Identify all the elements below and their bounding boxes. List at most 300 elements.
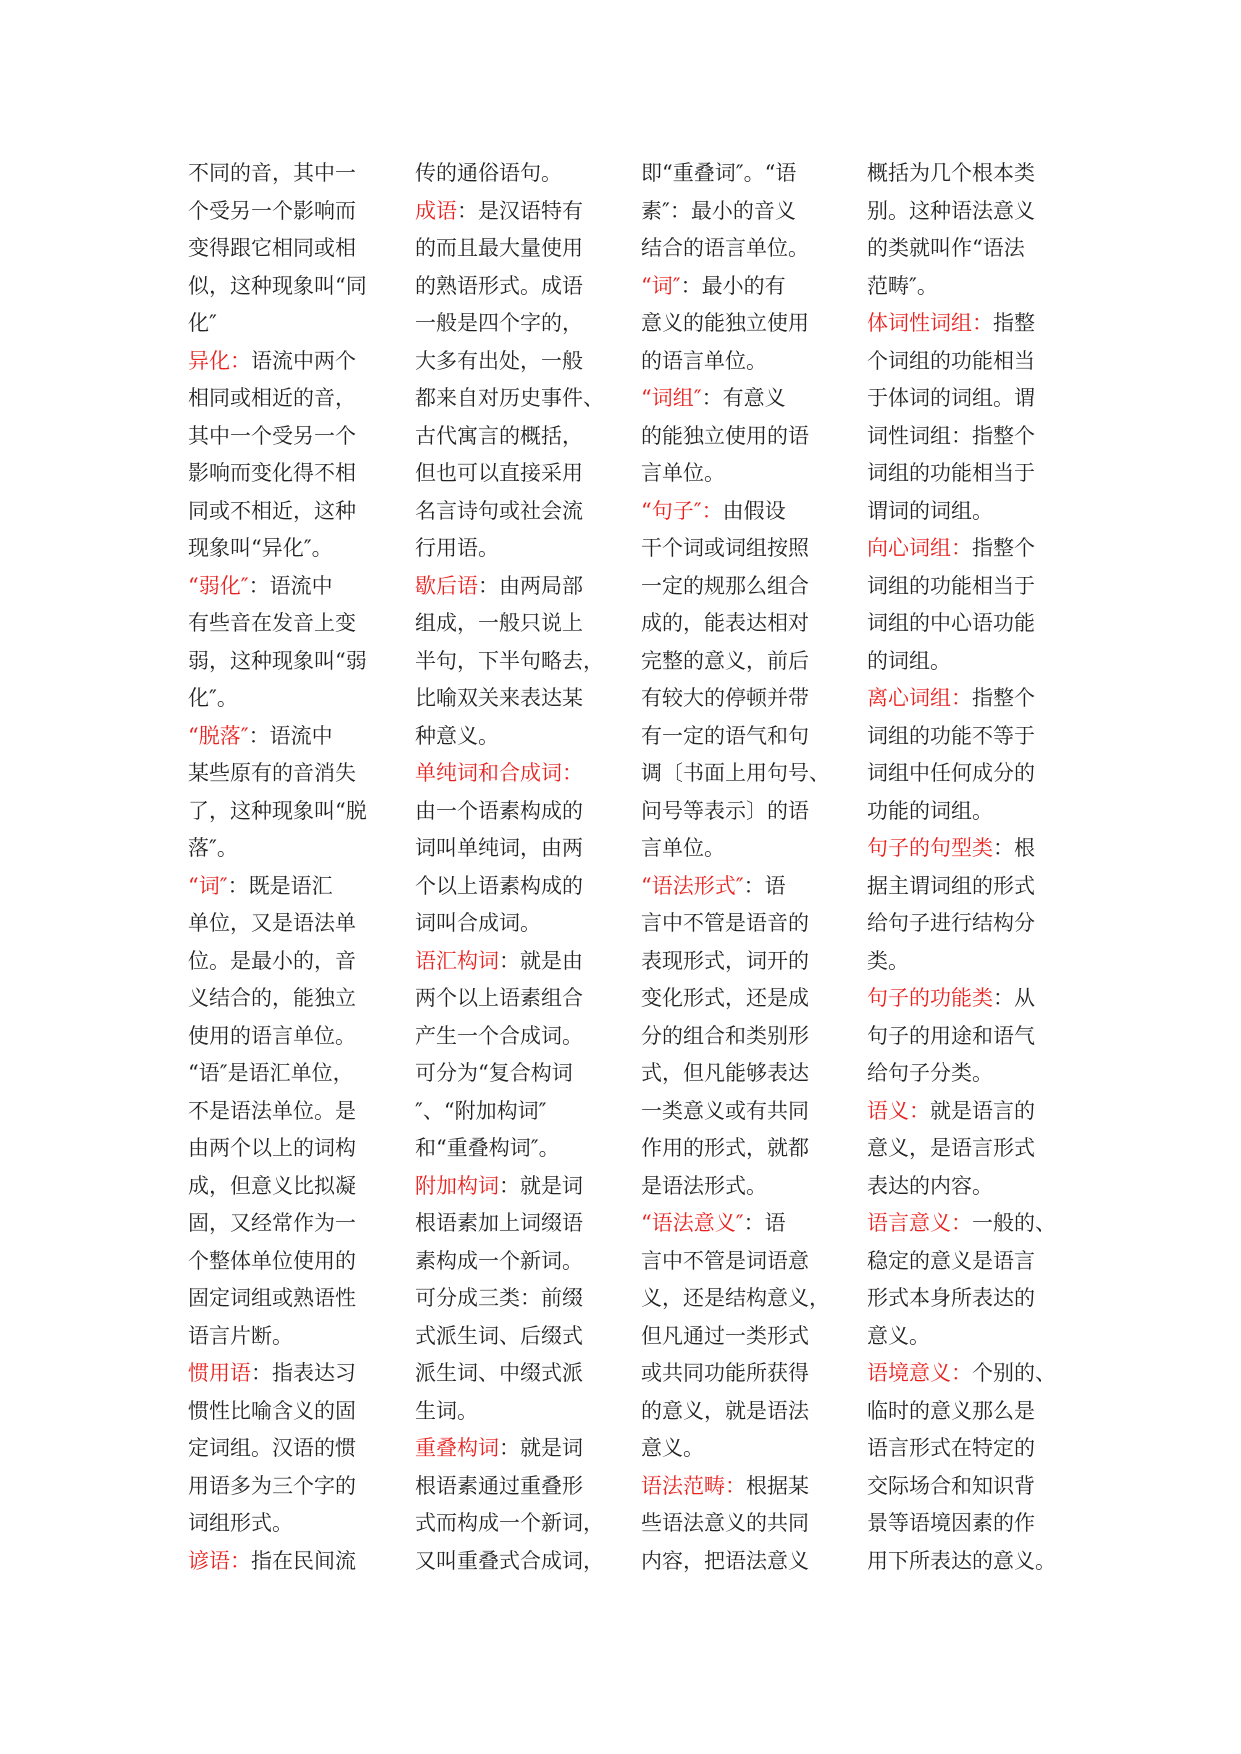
text-line <box>641 530 826 568</box>
text-line <box>415 568 600 606</box>
body-text: ：就是词 <box>499 1173 583 1198</box>
text-line <box>641 493 826 531</box>
body-text: 于体词的词组。谓 <box>867 386 1035 410</box>
text-line <box>415 1130 600 1168</box>
text-line <box>188 1093 373 1131</box>
text-line <box>415 305 600 343</box>
body-text: 意义的能独立使用 <box>641 311 809 335</box>
term-heading: “词″ <box>188 873 228 898</box>
body-text: 生词。 <box>415 1398 478 1423</box>
body-text: 类。 <box>867 948 909 973</box>
body-text: ：最小的有 <box>680 273 786 298</box>
body-text: 意义，是语言形式 <box>867 1136 1035 1160</box>
body-text: 表现形式，词开的 <box>641 948 809 973</box>
text-line <box>415 1468 600 1506</box>
term-heading: 惯用语 <box>188 1361 251 1385</box>
body-text: 一般的、 <box>972 1211 1056 1235</box>
body-text: 似，这种现象叫“同 <box>188 273 367 298</box>
body-text: 单位，又是语法单 <box>188 911 356 935</box>
text-line <box>415 1393 600 1431</box>
body-text: 惯性比喻含义的固 <box>188 1398 356 1423</box>
body-text: 使用的语言单位。 <box>188 1023 356 1048</box>
text-line <box>188 1393 373 1431</box>
body-text: 固，又经常作为一 <box>188 1211 356 1235</box>
text-line <box>188 718 373 756</box>
text-line <box>867 1468 1062 1506</box>
body-text: ″、“附加构词″ <box>415 1098 547 1123</box>
text-line <box>867 680 1062 718</box>
text-line <box>867 530 1062 568</box>
text-line <box>188 943 373 981</box>
body-text: 词组的中心语功能 <box>867 611 1035 635</box>
body-text: 古代寓言的概括， <box>415 423 583 448</box>
text-line <box>867 1505 1062 1543</box>
text-line <box>415 1055 600 1093</box>
text-line <box>641 1055 826 1093</box>
text-line <box>867 1093 1062 1131</box>
body-text: 的语言单位。 <box>641 348 767 373</box>
body-text: 弱，这种现象叫“弱 <box>188 648 367 673</box>
text-line <box>188 418 373 456</box>
text-line <box>188 230 373 268</box>
body-text: 作用的形式，就都 <box>641 1136 809 1160</box>
body-text: ：语 <box>743 873 786 898</box>
body-text: 别。这种语法意义 <box>867 198 1035 223</box>
text-line <box>188 980 373 1018</box>
term-heading: 句子的功能类 <box>867 986 993 1010</box>
body-text: 大多有出处，一般 <box>415 348 583 373</box>
body-text: 行用语。 <box>415 536 499 560</box>
text-line <box>867 1393 1062 1431</box>
text-line <box>867 980 1062 1018</box>
text-line <box>641 230 826 268</box>
text-line <box>867 418 1062 456</box>
text-line <box>415 1243 600 1281</box>
text-line <box>415 905 600 943</box>
text-line <box>867 1543 1062 1581</box>
text-line <box>641 1093 826 1131</box>
text-line <box>415 755 600 793</box>
text-line <box>867 905 1062 943</box>
text-column-3 <box>641 155 830 1580</box>
text-line <box>641 380 826 418</box>
body-text: 的意义，就是语法 <box>641 1398 809 1423</box>
text-line <box>641 305 826 343</box>
body-text: 结合的语言单位。 <box>641 236 809 260</box>
body-text: ：指表达习 <box>251 1361 356 1385</box>
text-line <box>188 1205 373 1243</box>
text-line <box>415 980 600 1018</box>
text-line <box>188 1355 373 1393</box>
body-text: 由假设 <box>722 498 786 523</box>
text-line <box>188 530 373 568</box>
body-text: 调〔书面上用句号、 <box>641 761 830 785</box>
body-text: 句子的用途和语气 <box>867 1023 1035 1048</box>
text-line <box>641 418 826 456</box>
body-text: 临时的意义那么是 <box>867 1398 1035 1423</box>
body-text: ：就是词 <box>499 1436 583 1460</box>
body-text: 都来自对历史事件、 <box>415 386 604 410</box>
text-line <box>415 605 600 643</box>
term-heading: 异化： <box>188 348 251 373</box>
body-text: 根据某 <box>746 1473 809 1498</box>
text-line <box>188 830 373 868</box>
term-heading: 单纯词和合成词： <box>415 761 583 785</box>
text-line <box>867 568 1062 606</box>
body-text: 些语法意义的共同 <box>641 1511 809 1535</box>
text-line <box>188 1130 373 1168</box>
body-text: ：有意义 <box>701 386 786 410</box>
body-text: 义，还是结构意义， <box>641 1286 830 1310</box>
text-line <box>415 530 600 568</box>
body-text: 词组中任何成分的 <box>867 761 1035 785</box>
body-text: 一定的规那么组合 <box>641 573 809 598</box>
body-text: 指整 <box>993 311 1035 335</box>
body-text: 给句子分类。 <box>867 1061 993 1085</box>
term-heading: “语法意义″ <box>641 1211 744 1235</box>
term-heading: 成语 <box>415 198 457 223</box>
text-line <box>641 1543 826 1581</box>
body-text: 指整个 <box>972 686 1035 710</box>
body-text: 语言片断。 <box>188 1323 293 1348</box>
text-line <box>188 493 373 531</box>
text-line <box>867 943 1062 981</box>
text-line <box>415 680 600 718</box>
body-text: 其中一个受另一个 <box>188 423 356 448</box>
body-text: 分的组合和类别形 <box>641 1023 809 1048</box>
body-text: 词性词组：指整个 <box>867 423 1035 448</box>
body-text: 言单位。 <box>641 836 725 860</box>
text-line <box>415 1430 600 1468</box>
text-line <box>641 343 826 381</box>
term-heading: 谚语： <box>188 1548 251 1573</box>
term-heading: 语言意义： <box>867 1211 972 1235</box>
body-text: 某些原有的音消失 <box>188 761 356 785</box>
text-line <box>641 1505 826 1543</box>
text-line <box>641 155 826 193</box>
body-text: 指在民间流 <box>251 1548 356 1573</box>
body-text: 语流中两个 <box>251 348 356 373</box>
text-line <box>867 1243 1062 1281</box>
text-line <box>188 380 373 418</box>
text-line <box>415 380 604 418</box>
term-heading: 重叠构词 <box>415 1436 499 1460</box>
body-text: 一般是四个字的， <box>415 311 583 335</box>
text-line <box>641 680 826 718</box>
text-line <box>188 455 373 493</box>
body-text: 交际场合和知识背 <box>867 1473 1035 1498</box>
body-text: 有些音在发音上变 <box>188 611 356 635</box>
body-text: 有较大的停顿并带 <box>641 686 809 710</box>
body-text: 范畴″。 <box>867 273 938 298</box>
text-line <box>641 1318 826 1356</box>
text-line <box>415 1018 600 1056</box>
body-text: 式，但凡能够表达 <box>641 1061 809 1085</box>
text-line <box>641 868 826 906</box>
body-text: 完整的意义，前后 <box>641 648 809 673</box>
text-line <box>415 868 600 906</box>
text-line <box>415 1505 604 1543</box>
body-text: 意义。 <box>641 1436 704 1460</box>
text-line <box>641 943 826 981</box>
text-line <box>641 268 826 306</box>
term-heading: 语汇构词 <box>415 948 499 973</box>
text-line <box>867 793 1062 831</box>
body-text: 产生一个合成词。 <box>415 1023 583 1048</box>
text-line <box>188 305 373 343</box>
text-line <box>641 568 826 606</box>
body-text: 的而且最大量使用 <box>415 236 583 260</box>
term-heading: 语境意义： <box>867 1361 972 1385</box>
text-line <box>415 343 600 381</box>
text-line <box>867 155 1062 193</box>
text-line <box>188 755 373 793</box>
body-text: 可分为“复合构词 <box>415 1061 573 1085</box>
body-text: 但也可以直接采用 <box>415 461 583 485</box>
body-text: 指整个 <box>972 536 1035 560</box>
body-text: 式派生词、后缀式 <box>415 1323 583 1348</box>
text-line <box>415 230 600 268</box>
body-text: 素″：最小的音义 <box>641 198 796 223</box>
text-line <box>641 905 826 943</box>
term-heading: “词″ <box>641 273 681 298</box>
text-line <box>415 1168 600 1206</box>
text-line <box>188 643 373 681</box>
body-text: 概括为几个根本类 <box>867 161 1035 185</box>
body-text: 比喻双关来表达某 <box>415 686 583 710</box>
text-line <box>188 1468 373 1506</box>
text-line <box>188 793 373 831</box>
body-text: 根语素通过重叠形 <box>415 1473 583 1498</box>
body-text: 言中不管是词语意 <box>641 1248 809 1273</box>
text-line <box>188 193 373 231</box>
body-text: 个整体单位使用的 <box>188 1248 356 1273</box>
text-line <box>188 568 373 606</box>
text-line <box>188 605 373 643</box>
body-text: 相同或相近的音， <box>188 386 356 410</box>
body-text: 可分成三类：前缀 <box>415 1286 583 1310</box>
text-line <box>867 605 1062 643</box>
text-line <box>415 793 600 831</box>
body-text: 但凡通过一类形式 <box>641 1323 809 1348</box>
body-text: 词组的功能不等于 <box>867 723 1035 748</box>
text-line <box>867 1355 1062 1393</box>
body-text: 根语素加上词缀语 <box>415 1211 583 1235</box>
body-text: 成，但意义比拟凝 <box>188 1173 356 1198</box>
body-text: 个以上语素构成的 <box>415 873 583 898</box>
body-text: 义结合的，能独立 <box>188 986 356 1010</box>
text-column-2 <box>415 155 604 1580</box>
term-heading: “脱落″ <box>188 723 249 748</box>
text-line <box>867 1018 1062 1056</box>
text-line <box>188 868 373 906</box>
text-line <box>867 193 1062 231</box>
text-line <box>415 268 600 306</box>
term-heading: 句子的句型类 <box>867 836 993 860</box>
body-text: 给句子进行结构分 <box>867 911 1035 935</box>
text-line <box>867 1168 1062 1206</box>
body-text: 位。是最小的，音 <box>188 948 356 973</box>
body-text: 语言形式在特定的 <box>867 1436 1035 1460</box>
term-heading: 离心词组： <box>867 686 972 710</box>
text-line <box>188 1055 373 1093</box>
text-line <box>867 1130 1062 1168</box>
text-line <box>867 1430 1062 1468</box>
text-column-1 <box>188 155 373 1580</box>
text-line <box>641 605 826 643</box>
body-text: 即“重叠词″。“语 <box>641 161 797 185</box>
term-heading: 语义： <box>867 1098 930 1123</box>
text-line <box>641 755 830 793</box>
body-text: 变化形式，还是成 <box>641 986 809 1010</box>
text-line <box>641 1355 826 1393</box>
text-line <box>867 455 1062 493</box>
body-text: 变得跟它相同或相 <box>188 236 356 260</box>
body-text: 素构成一个新词。 <box>415 1248 583 1273</box>
body-text: 种意义。 <box>415 723 499 748</box>
body-text: 谓词的词组。 <box>867 498 993 523</box>
body-text: 个受另一个影响而 <box>188 198 356 223</box>
body-text: ：语流中 <box>248 573 333 598</box>
text-line <box>415 1355 600 1393</box>
term-heading: “弱化″ <box>188 573 249 598</box>
body-text: 词组的功能相当于 <box>867 461 1035 485</box>
body-text: 化″。 <box>188 686 238 710</box>
text-line <box>188 343 373 381</box>
body-text: 固定词组或熟语性 <box>188 1286 356 1310</box>
body-text: 派生词、中缀式派 <box>415 1361 583 1385</box>
text-line <box>641 1205 826 1243</box>
text-line <box>867 1280 1062 1318</box>
text-line <box>415 455 600 493</box>
text-line <box>188 1318 373 1356</box>
body-text: 成的，能表达相对 <box>641 611 809 635</box>
body-text: 不是语法单位。是 <box>188 1098 356 1123</box>
text-line <box>641 193 826 231</box>
body-text: 或共同功能所获得 <box>641 1361 809 1385</box>
text-line <box>641 793 826 831</box>
text-line <box>867 493 1062 531</box>
text-line <box>867 268 1062 306</box>
text-line <box>188 1243 373 1281</box>
text-line <box>867 380 1062 418</box>
body-text: 化″ <box>188 311 217 335</box>
body-text: 的类就叫作“语法 <box>867 236 1025 260</box>
text-line <box>415 1205 600 1243</box>
body-text: 同或不相近，这种 <box>188 498 356 523</box>
body-text: 传的通俗语句。 <box>415 161 562 185</box>
text-line <box>415 1093 600 1131</box>
text-line <box>188 1505 373 1543</box>
text-line <box>415 1280 600 1318</box>
text-line <box>188 1018 373 1056</box>
text-line <box>415 1543 604 1581</box>
body-text: ：是汉语特有 <box>457 198 583 223</box>
body-text: 言中不管是语音的 <box>641 911 809 935</box>
text-line <box>641 1168 826 1206</box>
body-text: 景等语境因素的作 <box>867 1511 1035 1535</box>
body-text: 又叫重叠式合成词， <box>415 1548 604 1573</box>
text-line <box>415 493 600 531</box>
body-text: 个词组的功能相当 <box>867 348 1035 373</box>
term-heading: “语法形式″ <box>641 873 744 898</box>
text-line <box>415 718 600 756</box>
text-line <box>415 943 600 981</box>
body-text: 和“重叠构词″。 <box>415 1136 560 1160</box>
body-text: 两个以上语素组合 <box>415 986 583 1010</box>
text-line <box>867 1205 1062 1243</box>
body-text: 不同的音，其中一 <box>188 161 356 185</box>
text-line <box>188 1168 373 1206</box>
text-line <box>641 718 826 756</box>
text-line <box>867 1055 1062 1093</box>
body-text: 形式本身所表达的 <box>867 1286 1035 1310</box>
body-text: 问号等表示〕的语 <box>641 798 809 823</box>
text-line <box>641 1018 826 1056</box>
body-text: 名言诗句或社会流 <box>415 498 583 523</box>
body-text: ：从 <box>993 986 1035 1010</box>
text-line <box>415 643 604 681</box>
body-text: 了，这种现象叫“脱 <box>188 798 367 823</box>
text-line <box>641 1468 826 1506</box>
body-text: 定词组。汉语的惯 <box>188 1436 356 1460</box>
text-line <box>415 1318 600 1356</box>
body-text: ：语 <box>743 1211 786 1235</box>
term-heading: “词组″ <box>641 386 702 410</box>
text-line <box>188 905 373 943</box>
text-line <box>867 755 1062 793</box>
body-text: 一类意义或有共同 <box>641 1098 809 1123</box>
body-text: 词组的功能相当于 <box>867 573 1035 598</box>
body-text: 用语多为三个字的 <box>188 1473 356 1498</box>
body-text: 据主谓词组的形式 <box>867 873 1035 898</box>
body-text: 个别的、 <box>972 1361 1056 1385</box>
text-line <box>867 1318 1062 1356</box>
text-line <box>641 1243 826 1281</box>
text-line <box>641 455 826 493</box>
text-line <box>415 830 600 868</box>
body-text: 稳定的意义是语言 <box>867 1248 1035 1273</box>
text-line <box>867 868 1062 906</box>
text-line <box>188 1543 373 1581</box>
body-text: 就是语言的 <box>930 1098 1035 1123</box>
body-text: 的能独立使用的语 <box>641 423 809 448</box>
text-line <box>415 193 600 231</box>
text-line <box>415 418 600 456</box>
text-line <box>867 305 1062 343</box>
text-line <box>188 155 373 193</box>
text-line <box>641 1130 826 1168</box>
text-line <box>867 830 1062 868</box>
body-text: 意义。 <box>867 1323 930 1348</box>
body-text: ：既是语汇 <box>227 873 333 898</box>
body-text: 用下所表达的意义。 <box>867 1548 1056 1573</box>
text-line <box>867 718 1062 756</box>
body-text: 表达的内容。 <box>867 1173 993 1198</box>
body-text: ：语流中 <box>248 723 333 748</box>
body-text: 组成，一般只说上 <box>415 611 583 635</box>
body-text: 现象叫“异化″。 <box>188 536 333 560</box>
term-heading: 附加构词 <box>415 1173 499 1198</box>
term-heading: 体词性词组： <box>867 311 993 335</box>
text-line <box>415 155 600 193</box>
text-line <box>641 1393 826 1431</box>
text-line <box>641 980 826 1018</box>
term-heading: 歇后语 <box>415 573 478 598</box>
body-text: 词叫合成词。 <box>415 911 541 935</box>
body-text: 词组形式。 <box>188 1511 293 1535</box>
body-text: 有一定的语气和句 <box>641 723 809 748</box>
